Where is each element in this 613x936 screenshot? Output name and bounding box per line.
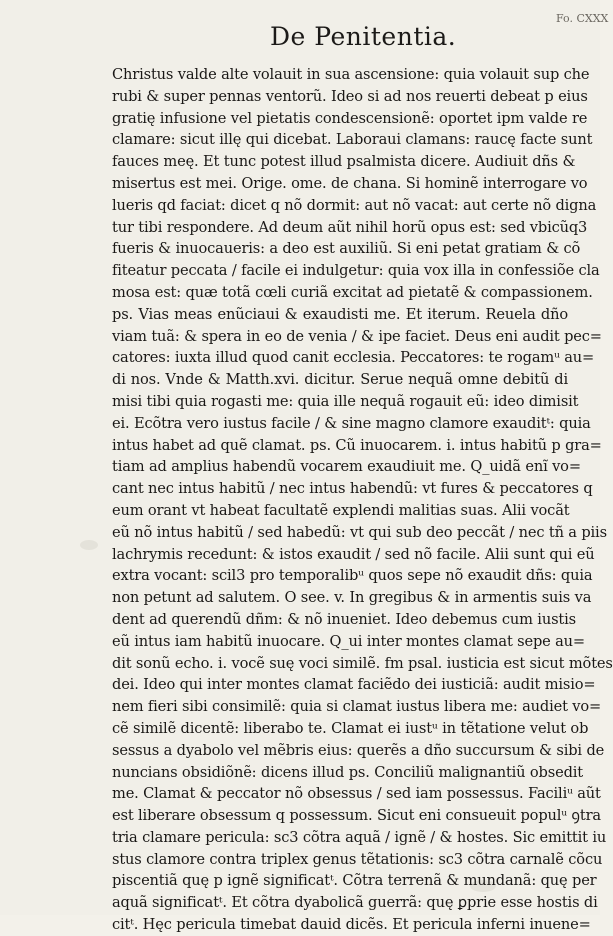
text-line: Christus valde alte volauit in sua ascensione: quia volauit sup che bbox=[112, 66, 590, 83]
text-line: di nos. Vnde & Matth.xvi. dicitur. Serue nequã omne debitũ di bbox=[112, 371, 568, 389]
text-line: extra vocant: scil3 pro temporalibᵘ quos sepe nõ exaudit dñs: quia bbox=[112, 567, 593, 585]
text-line: lueris qd faciat: dicet q nõ dormit: aut nõ vacat: aut certe nõ digna bbox=[112, 196, 597, 214]
text-block bbox=[112, 64, 613, 936]
paper-stain bbox=[80, 540, 98, 550]
text-line: sessus a dyabolo vel mẽbris eius: querẽs a dño succursum & sibi de bbox=[112, 741, 605, 759]
text-line: misi tibi quia rogasti me: quia ille nequã rogauit eũ: ideo dimisit bbox=[112, 392, 579, 410]
text-line: ei. Ecõtra vero iustus facile / & sine magno clamore exauditᵗ: quia bbox=[112, 414, 591, 432]
text-line: nem fieri sibi consimilẽ: quia si clamat iustus libera me: audiet vo= bbox=[112, 698, 602, 716]
text-line: fiteatur peccata / facile ei indulgetur: quia vox illa in confessiõe cla bbox=[112, 262, 600, 280]
text-line: rubi & super pennas ventorũ. Ideo si ad nos reuerti debeat p eius bbox=[112, 87, 588, 105]
text-line: non petunt ad salutem. O see. v. In gregibus & in armentis suis va bbox=[112, 589, 592, 607]
text-line: dit sonũ echo. i. vocẽ suę voci similẽ. fm psal. iusticia est sicut mõtes bbox=[112, 654, 613, 672]
text-line: eũ intus iam habitũ inuocare. Q_ui inter montes clamat sepe au= bbox=[112, 632, 586, 650]
text-line: eũ nõ intus habitũ / sed habedũ: vt qui sub deo peccãt / nec tñ a piis bbox=[112, 523, 607, 541]
text-line: mosa est: quæ totã cœli curiã excitat ad pietatẽ & compassionem. bbox=[112, 283, 593, 301]
text-line: piscentiã quę p ignẽ significatᵗ. Cõtra terrenã & mundanã: quę per bbox=[112, 872, 597, 890]
text-line: ps. Vias meas enũciaui & exaudisti me. Et iterum. Reuela dño bbox=[112, 305, 568, 323]
text-line: me. Clamat & peccator nõ obsessus / sed iam possessus. Faciliᵘ aũt bbox=[112, 785, 601, 803]
running-head: De Penitentia. bbox=[270, 22, 457, 51]
text-line: dei. Ideo qui inter montes clamat faciẽdo dei iusticiã: audit misio= bbox=[112, 676, 596, 694]
text-line: viam tuã: & spera in eo de venia / & ipe faciet. Deus eni audit pec= bbox=[112, 327, 602, 345]
text-line: stus clamore contra triplex genus tẽtationis: sc3 cõtra carnalẽ cõcu bbox=[112, 850, 603, 868]
text-line: tria clamare pericula: sc3 cõtra aquã / ignẽ / & hostes. Sic emittit iu bbox=[112, 828, 607, 846]
text-line: dent ad querendũ dñm: & nõ inueniet. Ideo debemus cum iustis bbox=[112, 610, 576, 628]
text-line: fauces meę. Et tunc potest illud psalmista dicere. Audiuit dñs & bbox=[112, 153, 576, 171]
text-line: aquã significatᵗ. Et cõtra dyabolicã guerrã: quę ꝑprie esse hostis di bbox=[112, 894, 598, 912]
text-line: misertus est mei. Orige. ome. de chana. Si hominẽ interrogare vo bbox=[112, 174, 588, 192]
text-line: gratię infusione vel pietatis condescensionẽ: oportet ipm valde re bbox=[112, 109, 588, 127]
text-line: fueris & inuocaueris: a deo est auxiliũ. Si eni petat gratiam & cõ bbox=[112, 240, 581, 258]
text-line: eum orant vt habeat facultatẽ explendi malitias suas. Alii vocãt bbox=[112, 501, 570, 519]
folio-number-fragment: Fo. CXXX bbox=[556, 12, 609, 25]
text-line: cẽ similẽ dicentẽ: liberabo te. Clamat ei iustᵘ in tẽtatione velut ob bbox=[112, 719, 589, 737]
text-line: catores: iuxta illud quod canit ecclesia. Peccatores: te rogamᵘ au= bbox=[112, 349, 595, 367]
text-line: est liberare obsessum q possessum. Sicut eni consueuit populᵘ ꝯtra bbox=[112, 807, 601, 825]
text-line: nuncians obsidiõnẽ: dicens illud ps. Conciliũ malignantiũ obsedit bbox=[112, 763, 584, 781]
text-line: tur tibi respondere. Ad deum aũt nihil horũ opus est: sed vbicũq3 bbox=[112, 218, 588, 236]
text-line: intus habet ad quẽ clamat. ps. Cũ inuocarem. i. intus habitũ p gra= bbox=[112, 436, 602, 454]
text-line: citᵗ. Hęc pericula timebat dauid dicẽs. Et pericula inferni inuene= bbox=[112, 916, 591, 934]
text-line: tiam ad amplius habendũ vocarem exaudiuit me. Q_uidã enĩ vo= bbox=[112, 458, 581, 476]
text-line: clamare: sicut illę qui dicebat. Laboraui clamans: raucę facte sunt bbox=[112, 131, 593, 149]
text-line: lachrymis recedunt: & istos exaudit / sed nõ facile. Alii sunt qui eũ bbox=[112, 545, 595, 563]
text-line: cant nec intus habitũ / nec intus habendũ: vt fures & peccatores q bbox=[112, 480, 593, 498]
